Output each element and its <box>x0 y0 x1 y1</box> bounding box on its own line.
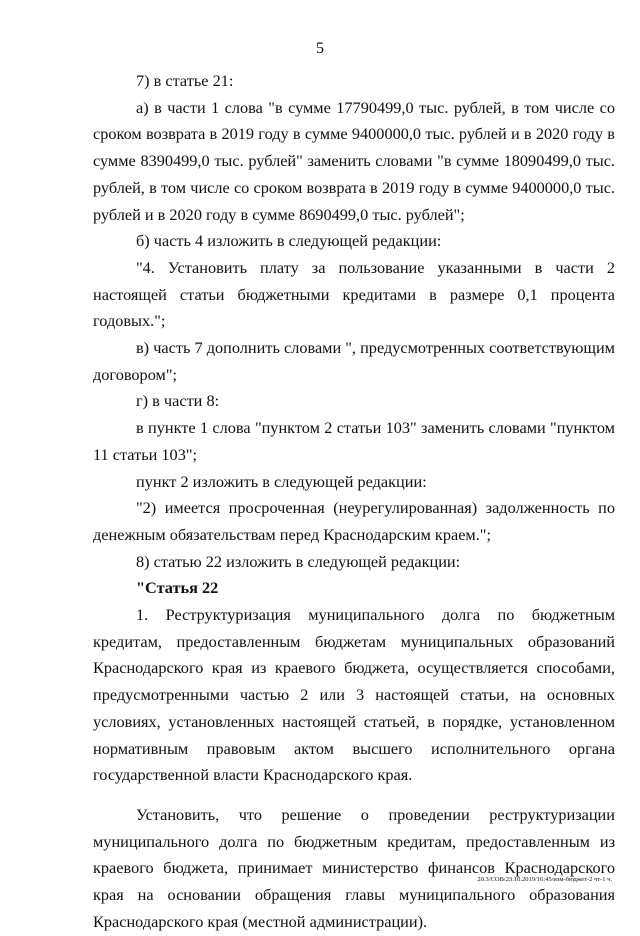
quoted-part-4-paragraph: "4. Установить плату за пользование указанными в части 2 настоящей статьи бюджетными кредитами в размере 0,1 процента годовых."; <box>93 257 615 331</box>
subitem-v-paragraph: в) часть 7 дополнить словами ", предусмотренных соответствующим договором"; <box>93 338 615 384</box>
subitem-g-paragraph: г) в части 8: <box>136 391 220 411</box>
page-number: 5 <box>316 40 324 57</box>
document-body <box>93 68 615 936</box>
point-2-intro-paragraph: пункт 2 изложить в следующей редакции: <box>136 471 427 491</box>
document-code-footer: 20.3/СОВ/23.10.2019/16:45/изм-бюджет-2 чт-1 ч. <box>477 876 612 883</box>
subitem-a-paragraph: а) в части 1 слова "в сумме 17790499,0 тыс. рублей, в том числе со сроком возврата в 2019 году в сумме 9400000,0 тыс. рублей и в 2020 году в сумме 8390499,0 тыс. рублей" заменить словами "в сумме 18090499,0 тыс. рублей, в том числе со сроком возврата в 2019 году в сумме 9400000,0 тыс. рублей и в 2020 году в сумме 8690499,0 тыс. рублей"; <box>93 97 615 224</box>
amendment-item-7: 7) в статье 21: <box>136 71 234 90</box>
article-22-decision-paragraph: Установить, что решение о проведении реструктуризации муниципального долга по бюджетным кредитам, предоставленным из краевого бюджета, принимает министерство финансов Краснодарского края на основании обращения главы муниципального образования Краснодарского края (местной администрации). <box>93 804 615 931</box>
amendment-item-8: 8) статью 22 изложить в следующей редакции: <box>136 551 461 571</box>
point-1-paragraph: в пункте 1 слова "пунктом 2 статьи 103" заменить словами "пунктом 11 статьи 103"; <box>93 418 615 464</box>
quoted-point-2-paragraph: "2) имеется просроченная (неурегулированная) задолженность по денежным обязательствам перед Краснодарским краем."; <box>93 498 615 544</box>
article-22-part-1-paragraph: 1. Реструктуризация муниципального долга по бюджетным кредитам, предоставленным бюджетам муниципальных образований Краснодарского края из краевого бюджета, осуществляется способами, предусмотренными частью 2 или 3 настоящей статьи, на основных условиях, установленных настоящей статьей, в порядке, установленном нормативным правовым актом высшего исполнительного органа государственной власти Краснодарского края. <box>93 605 615 785</box>
subitem-b-paragraph: б) часть 4 изложить в следующей редакции: <box>136 231 442 251</box>
article-22-heading: "Статья 22 <box>136 578 219 598</box>
